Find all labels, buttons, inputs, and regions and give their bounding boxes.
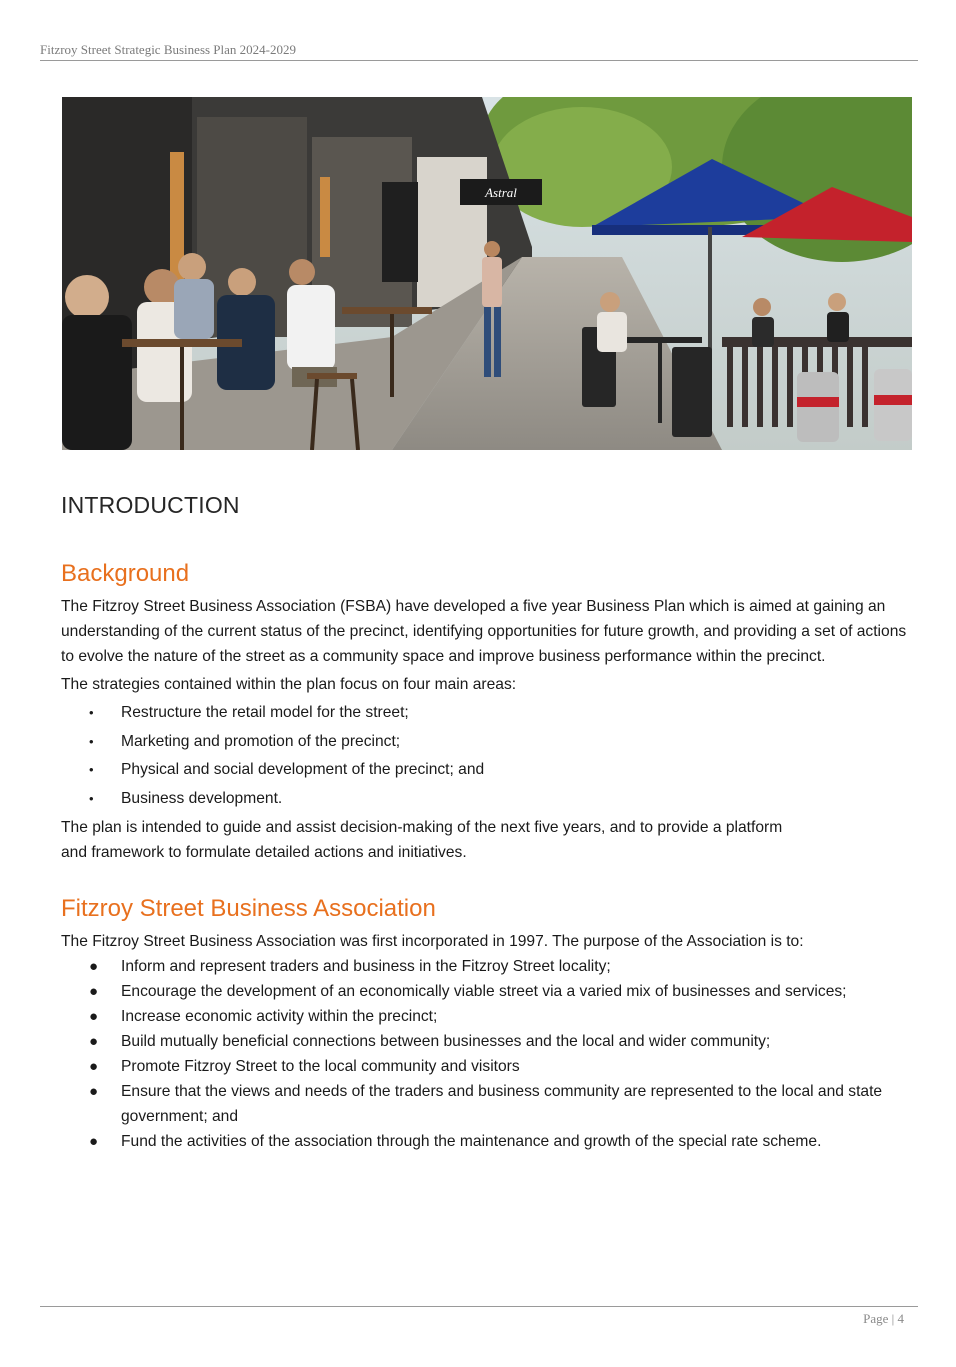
- bullet-icon: ●: [89, 983, 99, 1000]
- street-cafe-photo-icon: [62, 97, 912, 450]
- page-content: [61, 492, 911, 1154]
- list-item: ● Fund the activities of the association through the maintenance and growth of the special rate scheme.: [61, 1129, 911, 1154]
- bullet-icon: ●: [89, 1033, 99, 1050]
- bullet-icon: ●: [89, 1058, 99, 1075]
- bullet-icon: ●: [89, 1083, 99, 1100]
- list-item: ● Inform and represent traders and business in the Fitzroy Street locality;: [61, 954, 911, 979]
- bullet-icon: •: [89, 762, 94, 777]
- section-title-introduction: INTRODUCTION: [61, 492, 240, 518]
- background-bullet-list: [61, 699, 911, 813]
- bullet-icon: •: [89, 705, 94, 720]
- bullet-icon: ●: [89, 1008, 99, 1025]
- hero-photo: [62, 97, 912, 450]
- list-item: ● Encourage the development of an economically viable street via a varied mix of businesses and services;: [61, 979, 911, 1004]
- list-item: • Restructure the retail model for the street;: [61, 699, 911, 728]
- list-item: ● Ensure that the views and needs of the traders and business community are represented to the local and state government; and: [61, 1079, 911, 1129]
- background-paragraph-1: The Fitzroy Street Business Association (FSBA) have developed a five year Business Plan which is aimed at gaining an understanding of the current status of the precinct, identifying opportunities for future growth, and providing a set of actions to evolve the nature of the street as a community space and improve business performance within the precinct.: [61, 598, 907, 665]
- background-paragraph-3: The plan is intended to guide and assist decision-making of the next five years, and to provide a platform and framework to formulate detailed actions and initiatives.: [61, 819, 783, 861]
- heading-fsba: Fitzroy Street Business Association: [61, 895, 436, 922]
- fsba-bullet-list: [61, 954, 911, 1154]
- bullet-icon: ●: [89, 1133, 99, 1150]
- running-header-title: Fitzroy Street Strategic Business Plan 2024-2029: [40, 42, 297, 57]
- running-footer: [40, 1306, 918, 1327]
- bullet-icon: •: [89, 790, 94, 806]
- fsba-paragraph-1: The Fitzroy Street Business Association was first incorporated in 1997. The purpose of the Association is to:: [61, 933, 804, 950]
- list-item: • Marketing and promotion of the precinct;: [61, 728, 911, 757]
- bullet-icon: •: [89, 733, 94, 749]
- background-paragraph-2: The strategies contained within the plan focus on four main areas:: [61, 676, 517, 693]
- list-item: • Business development.: [61, 785, 911, 814]
- heading-background: Background: [61, 560, 190, 587]
- astral-sign: Astral: [485, 185, 517, 200]
- list-item: • Physical and social development of the precinct; and: [61, 756, 911, 785]
- list-item: ● Build mutually beneficial connections between businesses and the local and wider community;: [61, 1029, 911, 1054]
- list-item: ● Increase economic activity within the precinct;: [61, 1004, 911, 1029]
- page-number: Page | 4: [863, 1311, 904, 1326]
- bullet-icon: ●: [89, 958, 99, 975]
- list-item: ● Promote Fitzroy Street to the local community and visitors: [61, 1054, 911, 1079]
- running-header: [40, 42, 918, 61]
